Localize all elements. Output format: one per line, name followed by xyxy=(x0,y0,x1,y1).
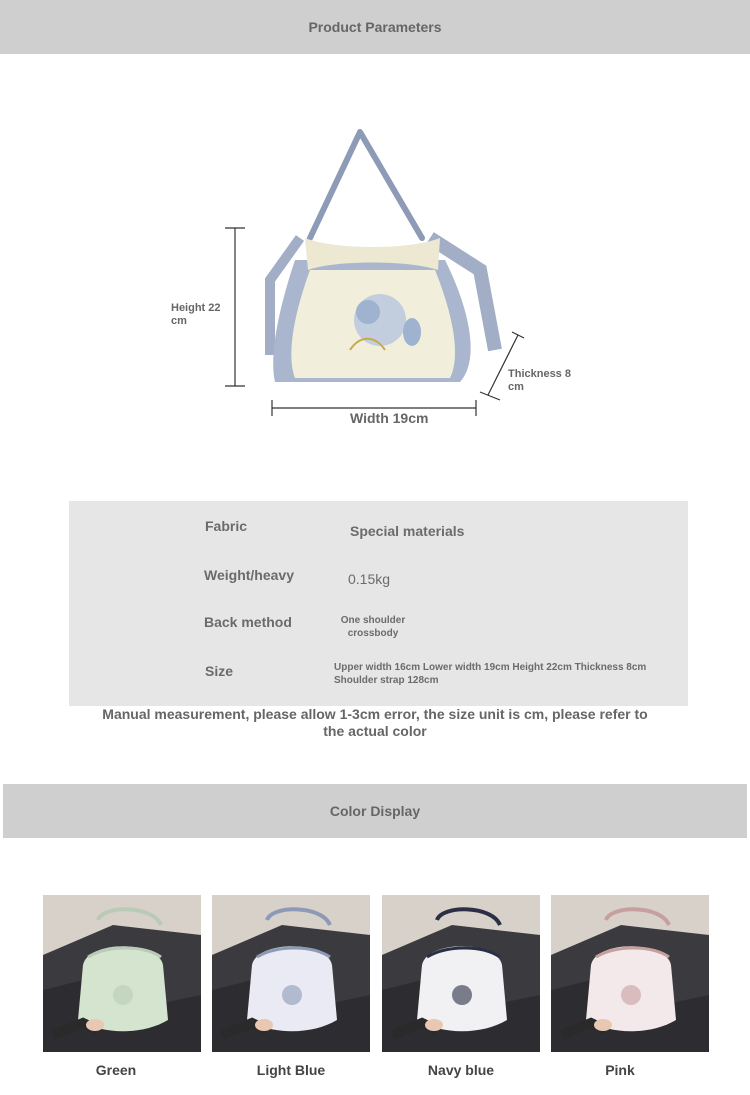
width-label: Width 19cm xyxy=(350,410,429,426)
color-label-light-blue: Light Blue xyxy=(256,1062,326,1078)
product-parameters-banner xyxy=(0,0,750,54)
param-label-back-method: Back method xyxy=(204,614,292,630)
param-value-fabric: Special materials xyxy=(350,523,465,539)
bag-photo xyxy=(212,895,370,1052)
param-value-back-method: One shoulder crossbody xyxy=(340,615,406,639)
param-value-size: Upper width 16cm Lower width 19cm Height 22cm Thickness 8cm Shoulder strap 128cm xyxy=(334,662,647,686)
section-title: Product Parameters xyxy=(308,19,442,35)
color-photo-navy-blue[interactable] xyxy=(382,895,540,1052)
bag-photo xyxy=(551,895,709,1052)
parameters-table xyxy=(69,501,688,706)
param-value-weight: 0.15kg xyxy=(348,571,391,587)
section-title: Color Display xyxy=(329,803,421,819)
color-photo-pink[interactable] xyxy=(551,895,709,1052)
color-label-navy-blue: Navy blue xyxy=(427,1062,495,1078)
param-label-weight: Weight/heavy xyxy=(204,567,294,583)
bag-photo xyxy=(382,895,540,1052)
height-label: Height 22 cm xyxy=(171,302,221,327)
color-label-green: Green xyxy=(95,1062,137,1078)
color-display-banner xyxy=(3,784,747,838)
param-label-fabric: Fabric xyxy=(205,518,248,534)
measurement-note: Manual measurement, please allow 1-3cm error, the size unit is cm, please refer to the actual color xyxy=(102,706,648,739)
color-label-pink: Pink xyxy=(605,1062,635,1078)
product-dimension-figure xyxy=(160,120,600,440)
color-photo-light-blue[interactable] xyxy=(212,895,370,1052)
thickness-label: Thickness 8 cm xyxy=(508,368,571,393)
param-label-size: Size xyxy=(205,663,234,679)
color-photo-green[interactable] xyxy=(43,895,201,1052)
bag-photo xyxy=(43,895,201,1052)
